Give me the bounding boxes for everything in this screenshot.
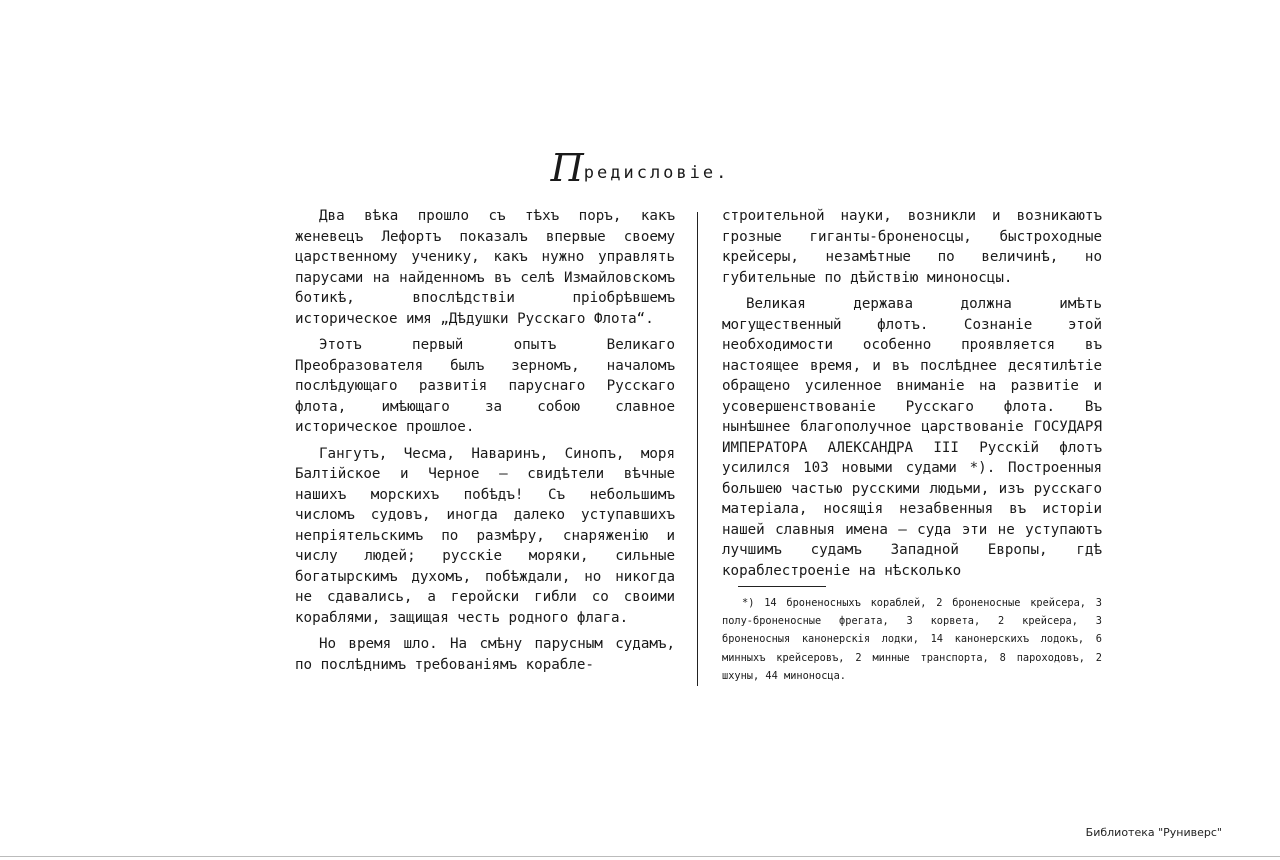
paragraph: Два вѣка прошло съ тѣхъ поръ, какъ женевецъ Лефортъ показалъ впервые своему царственному ученику, какъ нужно управлять парусами на найденномъ въ селѣ Измайловскомъ ботикѣ, впослѣдствіи пріобрѣвшемъ историческое имя „Дѣдушки Русскаго Флота“. [295, 208, 675, 327]
page-title [420, 148, 860, 196]
footnote-rule [738, 586, 826, 587]
bottom-border [0, 856, 1280, 857]
title-rest: редисловіе. [583, 163, 730, 183]
paragraph: Но время шло. На смѣну парусным судамъ, по послѣднимъ требованіямъ корабле- [295, 636, 675, 673]
right-column [722, 206, 1102, 587]
paragraph: строительной науки, возникли и возникаютъ грозные гиганты-броненосцы, быстроходные крейсеры, незамѣтные по величинѣ, но губительные по дѣйствію миноносцы. [722, 208, 1102, 286]
paragraph: Гангутъ, Чесма, Наваринъ, Синопъ, моря Балтійское и Черное — свидѣтели вѣчные нашихъ морскихъ побѣдъ! Съ небольшимъ числомъ судовъ, иногда далеко уступавшихъ непріятельскимъ по размѣру, снаряженію и числу людей; русскіе моряки, сильные богатырскимъ духомъ, побѣждали, но никогда не сдавались, а геройски гибли со своими кораблями, защищая честь родного флага. [295, 445, 675, 626]
left-column [295, 206, 675, 681]
title-initial: П [550, 146, 584, 190]
column-divider [697, 212, 698, 686]
paragraph: Этотъ первый опытъ Великаго Преобразователя былъ зерномъ, началомъ послѣдующаго развитія паруснаго Русскаго флота, имѣющаго за собою славное историческое прошлое. [295, 337, 675, 435]
footnote-text: *) 14 броненосныхъ кораблей, 2 броненосные крейсера, 3 полу-броненосные фрегата, 3 корвета, 2 крейсера, 3 броненосныя канонерскія лодки, 14 канонерскихъ лодокъ, 6 минныхъ крейсеровъ, 2 минные транспорта, 8 пароходовъ, 2 шхуны, 44 миноносца. [722, 597, 1102, 682]
footnote [722, 594, 1102, 685]
library-label: Библиотека "Руниверс" [1085, 826, 1222, 839]
paragraph: Великая держава должна имѣть могущественный флотъ. Сознаніе этой необходимости особенно проявляется въ настоящее время, и въ послѣднее десятилѣтіе обращено усиленное вниманіе на развитіе и усовершенствованіе Русскаго флота. Въ нынѣшнее благополучное царствованіе ГОСУДАРЯ ИМПЕРАТОРА АЛЕКСАНДРА III Русскій флотъ усилился 103 новыми судами *). Построенныя большею частью русскими людьми, изъ русскаго матеріала, носящія незабвенныя въ исторіи нашей славныя имена — суда эти не уступаютъ лучшимъ судамъ Западной Европы, гдѣ кораблестроеніе на нѣсколько [722, 296, 1102, 579]
